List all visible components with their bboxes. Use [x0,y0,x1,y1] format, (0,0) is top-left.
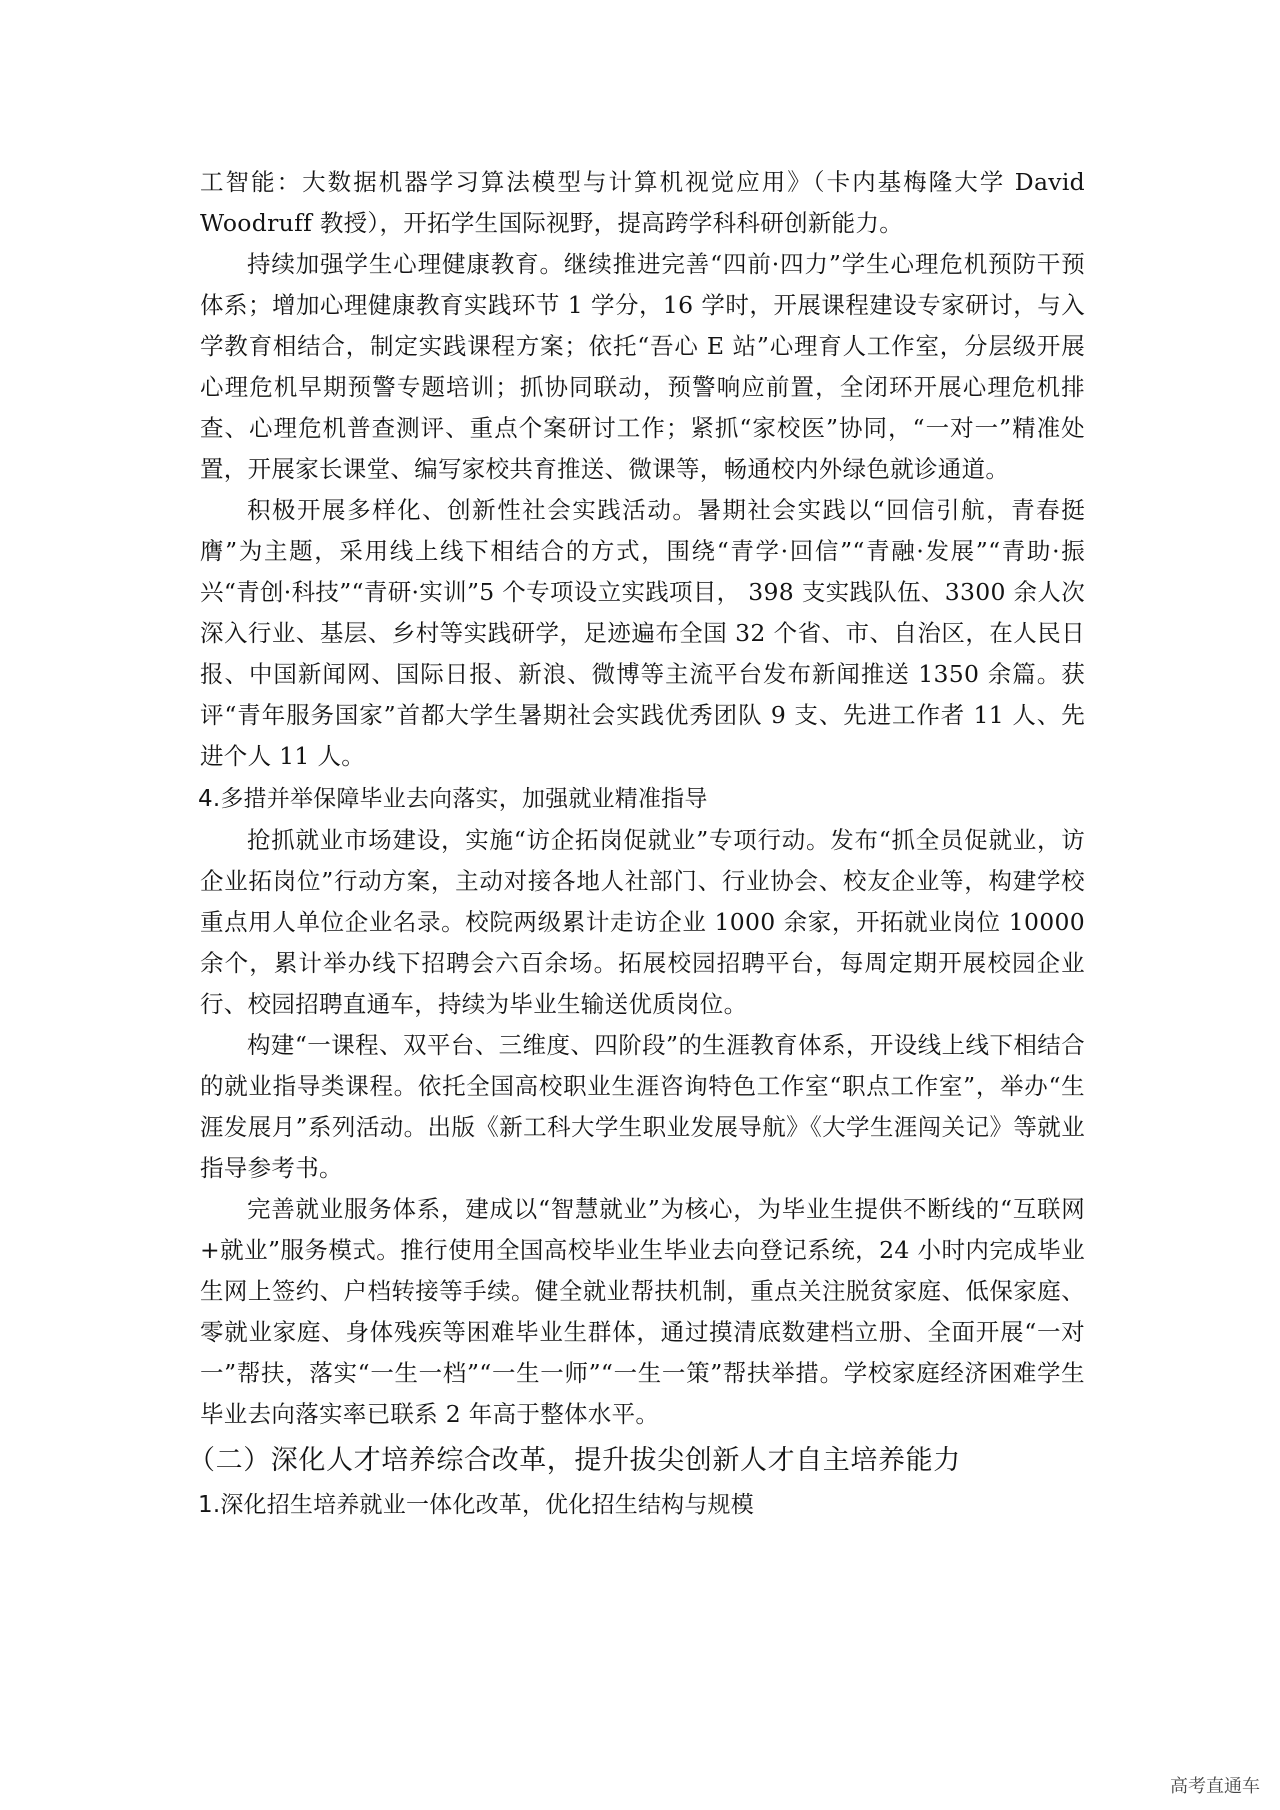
chapter-heading-talent-reform: （二）深化人才培养综合改革，提升拔尖创新人才自主培养能力 [188,1445,961,1476]
paragraph-intl-courses: 工智能：大数据机器学习算法模型与计算机视觉应用》（卡内基梅隆大学 David Woodruff 教授），开拓学生国际视野，提高跨学科科研创新能力。 [200,168,1085,237]
paragraph-mental-health: 持续加强学生心理健康教育。继续推进完善“四前·四力”学生心理危机预防干预体系；增加心理健康教育实践环节 1 学分，16 学时，开展课程建设专家研讨，与入学教育相结合，制定实践课程方案；依托“吾心 E 站”心理育人工作室，分层级开展心理危机早期预警专题培训；抓协同联动，预警响应前置，全闭环开展心理危机排查、心理危机普查测评、重点个案研讨工作；紧抓“家校医”协同，“一对一”精准处置，开展家长课堂、编写家校共育推送、微课等，畅通校内外绿色就诊通道。 [200,250,1085,483]
section-heading-employment: 4.多措并举保障毕业去向落实，加强就业精准指导 [198,786,708,812]
paragraph-social-practice: 积极开展多样化、创新性社会实践活动。暑期社会实践以“回信引航，青春挺膺”为主题，采用线上线下相结合的方式，围绕“青学·回信”“青融·发展”“青助·振兴“青创·科技”“青研·实训”5 个专项设立实践项目， 398 支实践队伍、3300 余人次深入行业、基层、乡村等实践研学，足迹遍布全国 32 个省、市、自治区，在人民日报、中国新闻网、国际日报、新浪、微博等主流平台发布新闻推送 1350 余篇。获评“青年服务国家”首都大学生暑期社会实践优秀团队 9 支、先进工作者 11 人、先进个人 11 人。 [200,496,1085,770]
section-heading-enrollment-reform: 1.深化招生培养就业一体化改革，优化招生结构与规模 [198,1492,754,1518]
watermark-text: 高考直通车 [1170,1776,1260,1797]
paragraph-job-market: 抢抓就业市场建设，实施“访企拓岗促就业”专项行动。发布“抓全员促就业，访企业拓岗位”行动方案，主动对接各地人社部门、行业协会、校友企业等，构建学校重点用人单位企业名录。校院两级累计走访企业 1000 余家，开拓就业岗位 10000 余个，累计举办线下招聘会六百余场。拓展校园招聘平台，每周定期开展校园企业行、校园招聘直通车，持续为毕业生输送优质岗位。 [200,826,1085,1018]
paragraph-career-education: 构建“一课程、双平台、三维度、四阶段”的生涯教育体系，开设线上线下相结合的就业指导类课程。依托全国高校职业生涯咨询特色工作室“职点工作室”，举办“生涯发展月”系列活动。出版《新工科大学生职业发展导航》《大学生涯闯关记》等就业指导参考书。 [200,1031,1085,1182]
paragraph-employment-service: 完善就业服务体系，建成以“智慧就业”为核心，为毕业生提供不断线的“互联网+就业”服务模式。推行使用全国高校毕业生毕业去向登记系统，24 小时内完成毕业生网上签约、户档转接等手续。健全就业帮扶机制，重点关注脱贫家庭、低保家庭、零就业家庭、身体残疾等困难毕业生群体，通过摸清底数建档立册、全面开展“一对一”帮扶，落实“一生一档”“一生一师”“一生一策”帮扶举措。学校家庭经济困难学生毕业去向落实率已联系 2 年高于整体水平。 [200,1195,1085,1428]
document-body [188,162,1085,1526]
